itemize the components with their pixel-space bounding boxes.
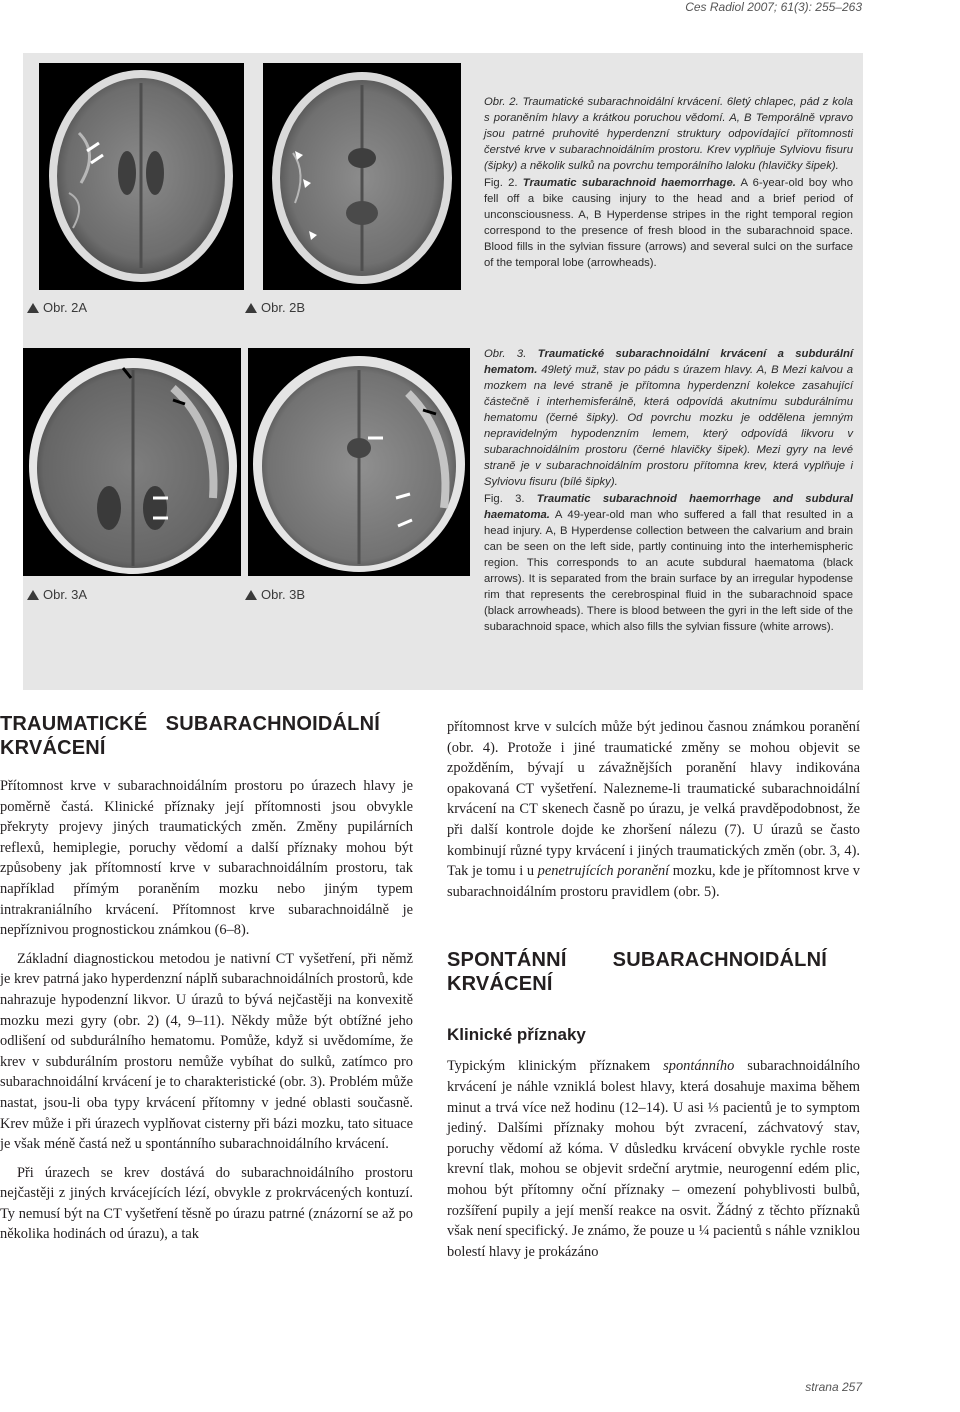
triangle-marker-icon: [245, 303, 257, 313]
figure-2b-label: Obr. 2B: [245, 300, 305, 315]
triangle-marker-icon: [27, 590, 39, 600]
section-heading-spontaneous-sah: SPONTÁNNÍ SUBARACHNOIDÁLNÍ KRVÁCENÍ: [447, 949, 827, 996]
figure-2-caption-cz: Obr. 2. Traumatické subarachnoidální krvácení. 6letý chlapec, pád z kola s poraněním hlavy a krátkou poruchou vědomí. A, B Temporálně vpravo jsou patrné pruhovité hyperdenzní struktury odpovídající přítomnosti čerstvé krve v subarachnoidálním prostoru. Krev vyplňuje Sylviovu fisuru (šipky) a několik sulků na povrchu temporálního laloku (hlavičky šipek).: [484, 96, 853, 172]
page-number: strana 257: [805, 1380, 862, 1394]
figure-3-caption-en: Fig. 3. Traumatic subarachnoid haemorrhage and subdural haematoma. A 49-year-old man who suffered a fall that resulted in a head injury. A, B Hyperdense collection between the calvarium and brain can be seen on the left side, partly continuing into the interhemispheric region. This corresponds to an acute subdural haematoma (black arrows). It is separated from the brain surface by an irregular hypodense rim that represents the cerebrospinal fluid in the subarachnoid space (black arrowheads). There is blood between the gyri in the left side of the subarachnoid space, which also fills the sylvian fissure (white arrows).: [484, 493, 853, 633]
text-column-right: [447, 717, 860, 1262]
paragraph: přítomnost krve v sulcích může být jedinou časnou známkou poranění (obr. 4). Protože i jiné traumatické změny se mohou objevit se zpožděním, bývají u závažnějších poranění hlavy indikována opakovaná CT vyšetření. Nalezneme-li traumatické subarachnoidální krvácení na CT skenech časně po úrazu, je velká pravděpodobnost, že při další kontrole dojde ke zhoršení nálezu (7). U úrazů se často kombinují různé typy krvácení i jiných traumatických změn (obr. 3, 4). Tak je tomu i u penetrujících poranění mozku, kde je přítomnost krve v subarachnoidálním prostoru pravidlem (obr. 5).: [447, 719, 860, 900]
ct-image-3a: [23, 348, 241, 576]
ct-image-3b: [248, 348, 470, 576]
figure-2a-label: Obr. 2A: [27, 300, 87, 315]
paragraph: Základní diagnostickou metodou je nativní CT vyšetření, při němž je krev patrná jako hyperdenzní náplň subarachnoidálních prostorů, kde nahrazuje hypodenzní likvor. U úrazů to bývá nejčastěji na konvexitě mozku mezi gyry (obr. 2) (4, 9–11). Někdy může být obtížné jeho odlišení od subdurálního hematomu. Pomůže, když si uvědomíme, že krev v subdurálním prostoru nemůže vybíhat do sulků, zatímco pro subarachnoidální krvácení je to charakteristické (obr. 3). Problém může nastat, jsou-li oba typy krvácení přítomny v jedné oblasti současně. Krev může i při úrazech vyplňovat cisterny při bázi mozku, tato situace je však méně častá než u spontánního subarachnoidálního krvácení.: [0, 950, 413, 1153]
paragraph: Přítomnost krve v subarachnoidálním prostoru po úrazech hlavy je poměrně častá. Klinické příznaky její přítomnosti jsou obvykle překryty projevy jiných traumatických změn. Změny pupilárních reflexů, hemiplegie, poruchy vědomí a další příznaky mohou být způsobeny jak přítomností krve v subarachnoidálním prostoru, tak například přímým poraněním mozku nebo jiným typem intrakraniálního krvácení. Přítomnost krve subarachnoidálně je nepříznivou prognostickou známkou (6–8).: [0, 778, 413, 939]
triangle-marker-icon: [27, 303, 39, 313]
section-heading-traumatic-sah: TRAUMATICKÉ SUBARACHNOIDÁLNÍ KRVÁCENÍ: [0, 713, 380, 759]
figure-3b-label: Obr. 3B: [245, 587, 305, 602]
triangle-marker-icon: [245, 590, 257, 600]
figure-3-panel: [23, 340, 863, 690]
figure-3-caption-cz: Obr. 3. Traumatické subarachnoidální krvácení a subdurální hematom. 49letý muž, stav po pádu s úrazem hlavy. A, B Mezi kalvou a mozkem na levé straně je přítomna hyperdenzní kolekce zasahující částečně i interhemisferálně, která odpovídá akutnímu subdurálnímu hematomu (černé šipky). Od povrchu mozku je oddělena jemným nepravidelným hypodenzním lemem, který odpovídá likvoru v subarachnoidálním prostoru (černé hlavičky šipek). Mezi gyry na levé straně je v subarachnoidálním prostoru přítomna krev, která vyplňuje i Sylviovu fisuru (bílé šipky).: [484, 348, 854, 488]
figure-2-caption: [484, 94, 853, 272]
figure-3-caption: [484, 346, 853, 636]
subheading-clinical-symptoms: Klinické příznaky: [447, 1025, 586, 1045]
paragraph: Při úrazech se krev dostává do subarachnoidálního prostoru nejčastěji z jiných krvácejících lézí, obvykle z prokrvácených kontuzí. Ty nemusí být na CT vyšetření těsně po úrazu patrné (znázorní se až po několika hodinách od úrazu), a tak: [0, 1164, 413, 1243]
paragraph: Typickým klinickým příznakem spontánního subarachnoidálního krvácení je náhle vzniklá bolest hlavy, která dosahuje maxima během minut a trvá více než hodinu (12–14). U asi ⅓ pacientů je to symptom jediný. Dalšími příznaky mohou být zvracení, záchvatový stav, poruchy vědomí až kóma. V důsledku krvácení obvykle rychle roste krevní tlak, mohou se objevit srdeční arytmie, neurogenní edém plic, mohou být přítomny oční příznaky – omezení pohyblivosti bulbů, rozšíření pupily a její menší reakce na osvit. Žádný z těchto příznaků však není specifický. Je známo, že pouze u ¼ pacientů s náhle vzniklou bolestí hlavy je prokázáno: [447, 1058, 860, 1260]
ct-image-2b: [263, 63, 461, 290]
figure-2-caption-en: Fig. 2. Traumatic subarachnoid haemorrhage. A 6-year-old boy who fell off a bike causing injury to the head and a brief period of unconsciousness. A, B Hyperdense stripes in the right temporal region correspond to the presence of fresh blood in the subarachnoid space. Blood fills in the sylvian fissure (arrows) and several sulci on the surface of the temporal lobe (arrowheads).: [484, 177, 854, 269]
figure-3a-label: Obr. 3A: [27, 587, 87, 602]
ct-image-2a: [39, 63, 244, 290]
figure-2-panel: [23, 53, 863, 340]
running-head: Ces Radiol 2007; 61(3): 255–263: [685, 0, 862, 14]
text-column-left: [0, 712, 413, 1245]
